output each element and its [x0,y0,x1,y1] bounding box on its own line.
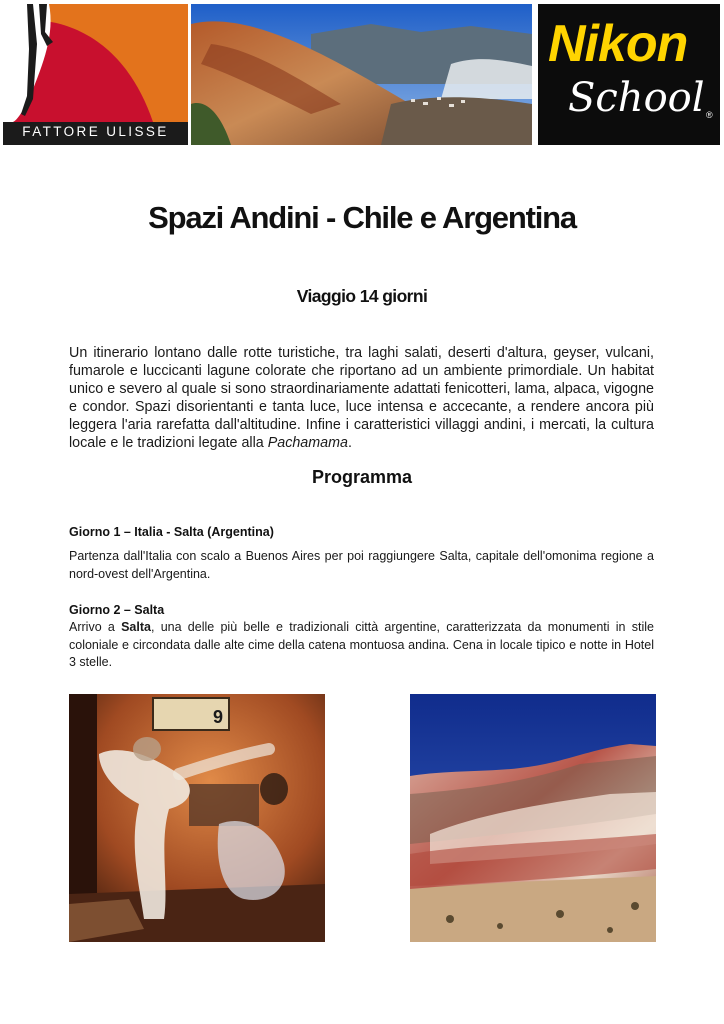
day-1-title: Giorno 1 – Italia - Salta (Argentina) [69,525,274,539]
day-1-text: Partenza dall'Italia con scalo a Buenos Aires per poi raggiungere Salta, capitale dell'omonima regione a nord-ovest dell'Argentina. [69,549,654,581]
nikon-wordmark: Nikon [548,15,688,73]
day-2-text [69,619,654,672]
andes-village-photo [191,4,532,145]
poster-number: 9 [213,707,224,727]
school-wordmark: School [568,75,705,121]
day-2-text-bold: Salta [121,620,151,634]
day-2-text-before: Arrivo a [69,620,122,634]
nikon-school-logo[interactable] [538,4,720,145]
fattore-ulisse-logo[interactable] [3,4,188,145]
dancers-photo [69,694,325,942]
header-strip [0,0,724,150]
intro-paragraph [69,344,654,452]
intro-text: Un itinerario lontano dalle rotte turistiche, tra laghi salati, deserti d'altura, geyser, vulcani, fumarole e luccicanti lagune colorate che riportano ad un ambiente primordiale. Un habitat unico e severo al quale si sono straordinariamente adattati fenicotteri, lama, alpaca, vigogne e condor. Spazi disorientanti e tanta luce, luce intensa e accecante, a rendere ancora più leggera l'aria rarefatta dall'altitudine. Infine i caratteristici villaggi andini, i mercati, la cultura locale e le tradizioni legate alla [69,345,654,451]
programma-heading: Programma [311,467,413,487]
fattore-ulisse-text: FATTORE ULISSE [22,124,169,139]
intro-end: . [347,435,352,451]
page-title: Spazi Andini - Chile e Argentina [148,200,576,235]
day-2-title: Giorno 2 – Salta [69,603,165,617]
registered-mark: ® [706,110,713,120]
day-2-text-after: , una delle più belle e tradizionali città argentine, caratterizzata da monumenti in stile coloniale e circondata dalle alte cime della catena montuosa andina. Cena in locale tipico e notte in Hotel 3 stelle. [69,620,654,669]
trip-duration-subtitle: Viaggio 14 giorni [296,286,428,306]
intro-italic-word: Pachamama [267,435,348,451]
painted-hills-photo [410,694,656,942]
